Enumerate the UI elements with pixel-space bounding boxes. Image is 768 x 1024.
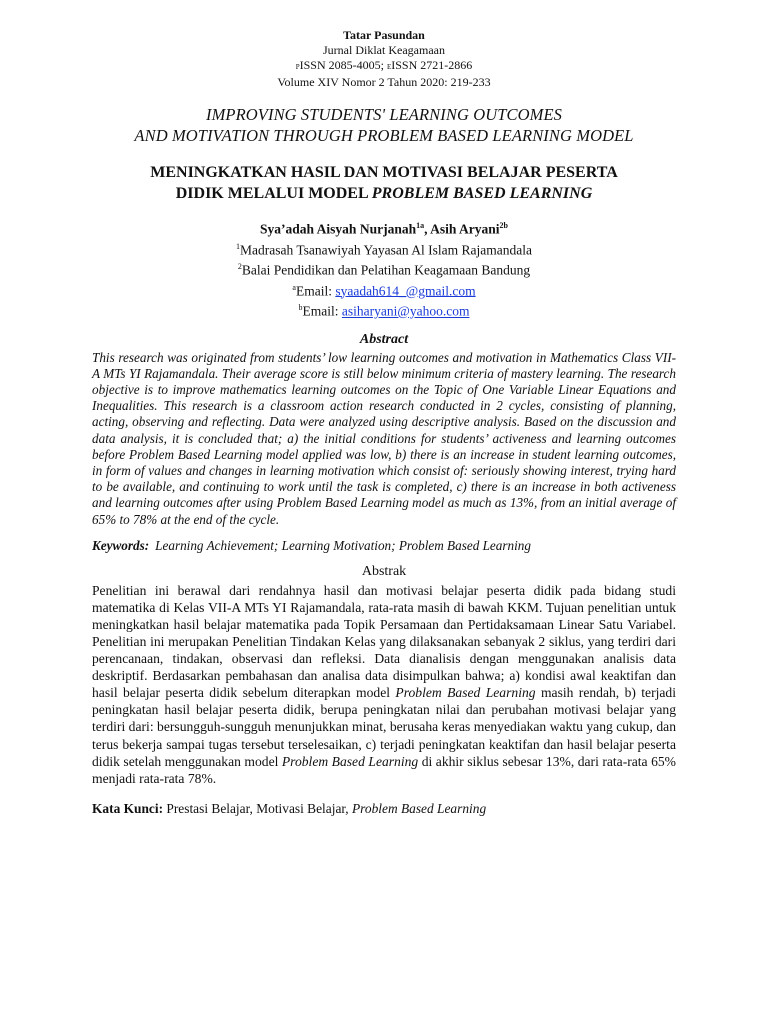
issn-online: ISSN 2721-2866 [391,58,473,72]
keywords-label: Keywords: [92,537,150,553]
kata-kunci-line [92,801,676,817]
issn-line [92,58,676,75]
abstrak-part-3: di akhir siklus sebesar 13%, dari rata-rata 65% menjadi rata-rata 78%. [92,753,676,786]
author-block [92,217,676,320]
abstract-heading: Abstract [359,331,409,347]
title-indonesian-line-2 [92,183,676,204]
email-line-a [92,279,676,300]
abstrak-italic-2: Problem Based Learning [281,753,419,769]
affiliation-1-sup: 1 [236,241,240,251]
affiliation-2 [92,258,676,279]
author-1: Sya’adah Aisyah Nurjanah [260,221,417,237]
volume-line: Volume XIV Nomor 2 Tahun 2020: 219-233 [277,75,491,89]
abstract-english-text: This research was originated from students’ low learning outcomes and motivation in Mathematics Class VII-A MTs YI Rajamandala. Their average score is still below minimum criteria of mastery learning. The research objective is to improve mathematics learning outcomes on the Topic of One Variable Linear Equations and Inequalities. This research is a classroom action research conducted in 2 cycles, consisting of planning, acting, observing and reflecting. Data were analyzed using descriptive analysis. Based on the discussion and data analysis, it is concluded that; a) the initial conditions for students’ activeness and learning outcomes before Problem Based Learning model applied was low, b) there is an increase in student learning outcomes, in form of values and changes in learning motivation which consist of: seriously showing interest, trying hard to be available, and continuing to work until the task is completed, c) there is an increase in both activeness and learning outcomes after using Problem Based Learning model as much as 13%, from an initial average of 65% to 78% at the end of the cycle. [92,349,676,527]
abstrak-part-1: Penelitian ini berawal dari rendahnya hasil dan motivasi belajar peserta didik pada bidang studi matematika di Kelas VII-A MTs YI Rajamandala, rata-rata masih di bawah KKM. Tujuan penelitian untuk meningkatkan hasil belajar matematika pada Topik Persamaan dan Pertidaksamaan Linear Satu Variabel. Penelitian ini merupakan Penelitian Tindakan Kelas yang dilaksanakan sebanyak 2 siklus, yang terdiri dari perencanaan, tindakan, observasi dan refleksi. Data dianalisis dengan menggunakan analisis data deskriptif. Berdasarkan pembahasan dan analisa data disimpulkan bahwa; a) kondisi awal keaktifan dan hasil belajar peserta didik sebelum diterapkan model [92,582,676,701]
abstrak-heading: Abstrak [361,563,407,579]
email-b-label: Email: [302,303,342,319]
email-line-b [92,299,676,320]
keywords-value: Learning Achievement; Learning Motivation; Problem Based Learning [155,537,531,553]
title-english-line-1: IMPROVING STUDENTS' LEARNING OUTCOMES [205,105,563,124]
title-english-line-2: AND MOTIVATION THROUGH PROBLEM BASED LEARNING MODEL [134,126,634,145]
abstrak-text [92,582,676,787]
author-1-sup: 1a [416,221,425,230]
affiliation-2-text: Balai Pendidikan dan Pelatihan Keagamaan Bandung [241,262,531,278]
abstrak-part-2: masih rendah, b) terjadi peningkatan hasil belajar peserta didik, berupa peningkatan nilai dan perubahan motivasi belajar yang terdiri dari: bersungguh-sungguh menunjukkan minat, berusaha keras menyediakan waktu yang cukup, dan terus bekerja sampai tugas tersebut terselesaikan, c) terjadi peningkatan keaktifan dan hasil belajar peserta didik setelah menggunakan model [92,685,677,769]
author-separator: , [424,221,431,237]
issn-online-prefix: E [386,63,392,71]
email-a-link[interactable]: syaadah614_@gmail.com [335,283,476,298]
kata-kunci-value-italic: Problem Based Learning [352,800,487,816]
author-names [92,217,676,238]
issn-print-prefix: P [295,63,300,71]
journal-header [92,0,676,90]
abstrak-italic-1: Problem Based Learning [395,685,536,701]
title-indonesian-line-2-italic: PROBLEM BASED LEARNING [371,185,593,202]
affiliation-1-text: Madrasah Tsanawiyah Yayasan Al Islam Rajamandala [240,242,532,257]
email-b-sup: b [298,303,303,312]
title-english [92,104,676,146]
email-b-link[interactable]: asiharyani@yahoo.com [341,303,470,319]
kata-kunci-label: Kata Kunci: [92,800,164,816]
kata-kunci-value-plain: Prestasi Belajar, Motivasi Belajar, [163,800,352,816]
title-indonesian-line-2-plain: DIDIK MELALUI MODEL [175,185,372,202]
title-indonesian-line-1: MENINGKATKAN HASIL DAN MOTIVASI BELAJAR PESERTA [150,164,618,181]
author-2: Asih Aryani [430,221,500,237]
email-a-label: Email: [295,283,336,298]
author-2-sup: 2b [499,221,508,230]
title-indonesian [92,162,676,204]
email-a-sup: a [292,282,296,292]
journal-subtitle: Jurnal Diklat Keagamaan [323,43,445,57]
affiliation-1 [92,238,676,259]
keywords-line [92,538,676,554]
affiliation-2-sup: 2 [237,262,242,271]
journal-name: Tatar Pasundan [343,28,425,42]
issn-print: ISSN 2085-4005; [299,58,387,72]
